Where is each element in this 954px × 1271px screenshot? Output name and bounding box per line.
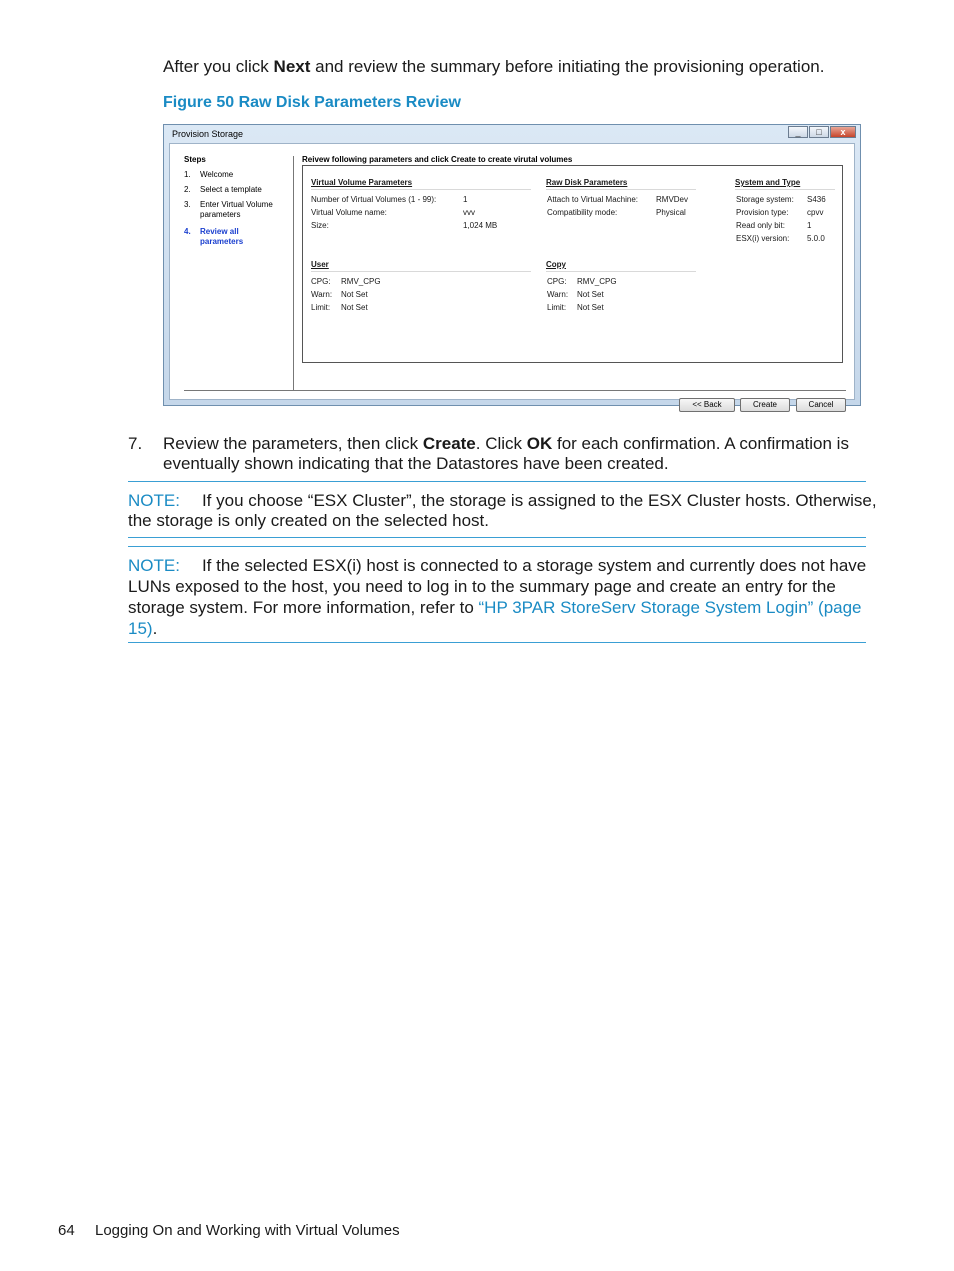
step-7-line-1: Review the parameters, then click Create. Click OK for each confirmation. A confirmation is — [163, 434, 849, 453]
step-welcome[interactable]: 1. Welcome — [184, 170, 234, 179]
user-warn-label: Warn: — [311, 290, 333, 299]
rd-compat-value: Physical — [656, 208, 686, 217]
minimize-icon[interactable]: _ — [788, 126, 808, 138]
user-limit-label: Limit: — [311, 303, 331, 312]
step-enter-parameters[interactable]: 3. Enter Virtual Volume parameters — [184, 200, 273, 219]
figure-caption: Figure 50 Raw Disk Parameters Review — [163, 94, 461, 111]
st-readonly-value: 1 — [807, 221, 812, 230]
section-raw-disk-title: Raw Disk Parameters — [546, 178, 628, 187]
bold-ok: OK — [526, 434, 553, 453]
note-rule — [128, 537, 866, 538]
st-version-label: ESX(i) version: — [736, 234, 790, 243]
note-rule — [128, 481, 866, 482]
user-limit-value: Not Set — [341, 303, 368, 312]
window-title: Provision Storage — [172, 129, 244, 139]
note-2-line-4: 15). — [128, 619, 158, 638]
back-button[interactable]: << Back — [679, 398, 735, 412]
vv-count-value: 1 — [463, 195, 468, 204]
section-underline — [311, 189, 531, 190]
footer-section-title: Logging On and Working with Virtual Volumes — [95, 1222, 400, 1239]
section-system-type-title: System and Type — [735, 178, 801, 187]
parameters-panel — [302, 165, 843, 363]
note-1-line-2: the storage is only created on the selected host. — [128, 511, 490, 530]
note-2-line-2: LUNs exposed to the host, you need to log in to the summary page and create an entry for the — [128, 577, 836, 596]
st-provision-label: Provision type: — [736, 208, 789, 217]
cancel-button[interactable]: Cancel — [796, 398, 846, 412]
page-number: 64 — [58, 1222, 75, 1239]
section-underline — [546, 189, 696, 190]
section-underline — [735, 189, 835, 190]
copy-warn-value: Not Set — [577, 290, 604, 299]
user-cpg-value: RMV_CPG — [341, 277, 381, 286]
intro-paragraph — [163, 56, 824, 77]
review-header: Reivew following parameters and click Create to create virutal volumes — [302, 155, 573, 164]
window-client-area — [169, 143, 855, 409]
vv-count-label: Number of Virtual Volumes (1 - 99): — [311, 195, 437, 204]
note-rule — [128, 642, 866, 643]
user-warn-value: Not Set — [341, 290, 368, 299]
note-label: NOTE: — [128, 556, 180, 575]
steps-header: Steps — [184, 155, 206, 164]
rd-compat-label: Compatibility mode: — [547, 208, 618, 217]
storage-login-link-page[interactable]: 15) — [128, 619, 153, 638]
note-label: NOTE: — [128, 491, 180, 510]
provision-storage-window — [163, 124, 861, 409]
create-button[interactable]: Create — [740, 398, 790, 412]
st-storage-value: S436 — [807, 195, 826, 204]
copy-limit-value: Not Set — [577, 303, 604, 312]
step-7-line-2: eventually shown indicating that the Datastores have been created. — [163, 454, 669, 473]
st-provision-value: cpvv — [807, 208, 824, 217]
page-footer — [58, 1222, 400, 1239]
step-7-number: 7. — [128, 434, 143, 453]
step-select-template[interactable]: 2. Select a template — [184, 185, 262, 194]
note-1-line-1: NOTE: If you choose “ESX Cluster”, the storage is assigned to the ESX Cluster hosts. Otherwise, — [128, 491, 877, 510]
rd-attach-label: Attach to Virtual Machine: — [547, 195, 639, 204]
intro-text-2: and review the summary before initiating the provisioning operation. — [310, 57, 825, 76]
vv-name-label: Virtual Volume name: — [311, 208, 387, 217]
st-readonly-label: Read only bit: — [736, 221, 785, 230]
copy-limit-label: Limit: — [547, 303, 567, 312]
storage-login-link[interactable]: “HP 3PAR StoreServ Storage System Login” (page — [478, 598, 862, 617]
intro-bold-next: Next — [273, 57, 311, 76]
vv-size-value: 1,024 MB — [463, 221, 498, 230]
vv-name-value: vvv — [463, 208, 475, 217]
copy-cpg-label: CPG: — [547, 277, 567, 286]
st-storage-label: Storage system: — [736, 195, 794, 204]
intro-text-1: After you click — [163, 57, 274, 76]
st-version-value: 5.0.0 — [807, 234, 825, 243]
vv-size-label: Size: — [311, 221, 329, 230]
note-2-line-1: NOTE: If the selected ESX(i) host is connected to a storage system and currently does not have — [128, 556, 867, 575]
user-cpg-label: CPG: — [311, 277, 331, 286]
note-rule — [128, 546, 866, 547]
footer-divider — [184, 390, 846, 391]
close-icon[interactable]: x — [830, 126, 856, 138]
section-virtual-volume-title: Virtual Volume Parameters — [311, 178, 413, 187]
steps-divider — [293, 156, 294, 391]
step-review-parameters[interactable]: 4. Review all parameters — [184, 227, 244, 246]
rd-attach-value: RMVDev — [656, 195, 689, 204]
section-underline — [311, 271, 531, 272]
copy-cpg-value: RMV_CPG — [577, 277, 617, 286]
maximize-icon[interactable]: □ — [809, 126, 829, 138]
section-copy-title: Copy — [546, 260, 566, 269]
section-underline — [546, 271, 696, 272]
note-2-line-3: storage system. For more information, refer to “HP 3PAR StoreServ Storage System Login” (page — [128, 598, 862, 617]
bold-create: Create — [422, 434, 476, 453]
section-user-title: User — [311, 260, 329, 269]
copy-warn-label: Warn: — [547, 290, 569, 299]
window-controls — [787, 126, 856, 140]
